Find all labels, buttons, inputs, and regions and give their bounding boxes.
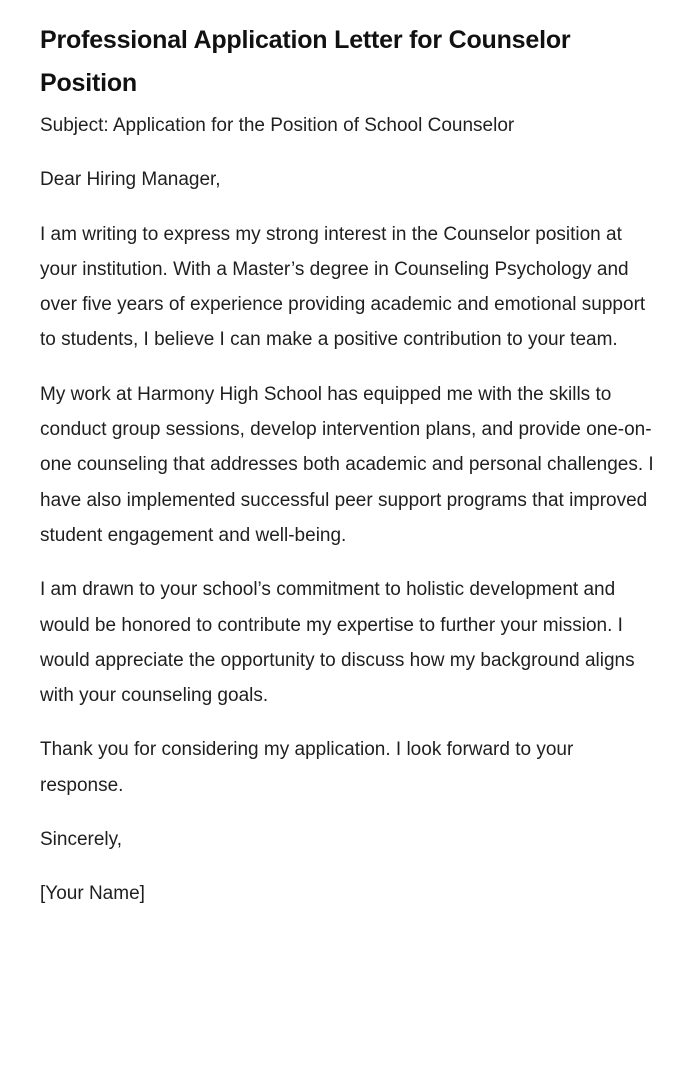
body-paragraph-intro: I am writing to express my strong interest in the Counselor position at your institution. With a Master’s degree in Counseling Psychology and over five years of experience providing academic and emotional support to students, I believe I can make a positive contribution to your team.	[40, 223, 646, 351]
body-paragraph-thanks: Thank you for considering my application. I look forward to your response.	[40, 739, 574, 796]
salutation: Dear Hiring Manager,	[40, 169, 221, 191]
letter-title: Professional Application Letter for Counselor Position	[40, 26, 571, 97]
closing: Sincerely,	[40, 829, 123, 851]
body-paragraph-experience: My work at Harmony High School has equipped me with the skills to conduct group sessions, develop intervention plans, and provide one-on-one counseling that addresses both academic and personal challenges. I have also implemented successful peer support programs that improved student engagement and well-being.	[40, 383, 654, 546]
body-paragraph-motivation: I am drawn to your school’s commitment to holistic development and would be honored to contribute my expertise to further your mission. I would appreciate the opportunity to discuss how my background aligns with your counseling goals.	[40, 579, 635, 707]
subject-line: Subject: Application for the Position of School Counselor	[40, 115, 515, 136]
signature-placeholder: [Your Name]	[40, 883, 145, 905]
